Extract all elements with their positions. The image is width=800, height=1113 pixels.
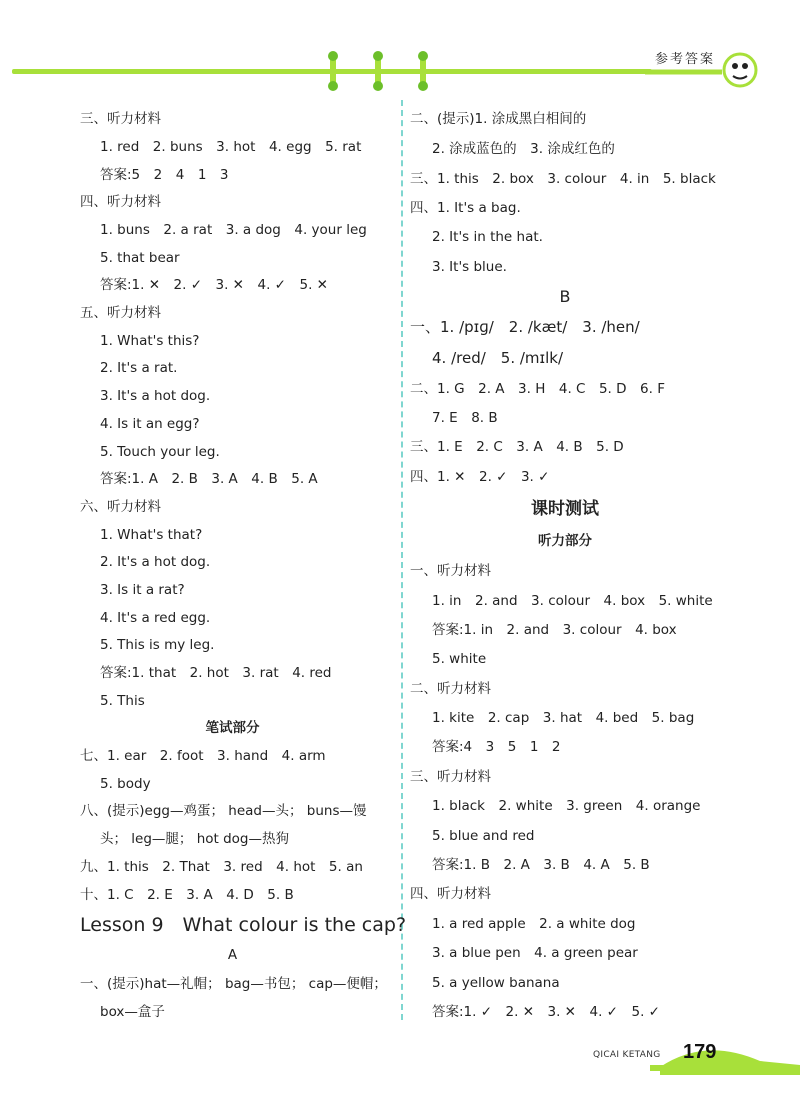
right-line: 5. blue and red [432,828,535,844]
left-line: 四、听力材料 [80,194,161,210]
left-line: 4. It's a red egg. [100,610,211,626]
page-number: 179 [683,1041,717,1063]
right-line: 四、1. It's a bag. [410,200,521,216]
left-line: 六、听力材料 [80,499,161,515]
right-line: 四、1. ✕ 2. ✓ 3. ✓ [410,469,550,485]
right-line: 1. kite 2. cap 3. hat 4. bed 5. bag [432,710,695,726]
right-line: 2. 涂成蓝色的 3. 涂成红色的 [432,141,615,157]
footer-decoration [0,1035,800,1113]
left-line: 5. body [100,776,151,792]
right-line: 4. /red/ 5. /mɪlk/ [432,349,564,367]
section-heading: A [227,947,238,963]
footer-brand: QICAI KETANG [593,1050,661,1060]
left-line: 答案:5 2 4 1 3 [100,167,229,183]
right-line: 7. E 8. B [432,410,498,426]
left-line: box—盒子 [100,1004,165,1020]
right-line: 5. white [432,651,487,667]
right-line: 1. a red apple 2. a white dog [432,916,636,932]
left-line: 答案:1. that 2. hot 3. rat 4. red [100,665,332,681]
left-line: 十、1. C 2. E 3. A 4. D 5. B [80,887,294,903]
right-line: 二、1. G 2. A 3. H 4. C 5. D 6. F [410,381,665,397]
left-line: 1. What's that? [100,527,203,543]
right-line: 三、听力材料 [410,769,491,785]
right-line: 四、听力材料 [410,886,491,902]
left-line: 七、1. ear 2. foot 3. hand 4. arm [80,748,326,764]
left-line: 5. This is my leg. [100,637,215,653]
right-line: 3. a blue pen 4. a green pear [432,945,638,961]
left-line: 九、1. this 2. That 3. red 4. hot 5. an [80,859,363,875]
left-line: 三、听力材料 [80,111,161,127]
right-line: 答案:1. B 2. A 3. B 4. A 5. B [432,857,650,873]
right-line: 答案:1. in 2. and 3. colour 4. box [432,622,677,638]
right-line: 答案:4 3 5 1 2 [432,739,561,755]
section-heading: 笔试部分 [205,720,260,736]
left-line: 1. buns 2. a rat 3. a dog 4. your leg [100,222,367,238]
lesson-title: Lesson 9 What colour is the cap? [80,914,407,936]
header-title: 参考答案 [655,52,716,67]
right-line: 一、1. /pɪɡ/ 2. /kæt/ 3. /hen/ [410,318,640,336]
section-title: 课时测试 [531,499,599,519]
left-line: 一、(提示)hat—礼帽； bag—书包； cap—便帽； [80,976,387,992]
right-line: 2. It's in the hat. [432,229,543,245]
right-line: 1. black 2. white 3. green 4. orange [432,798,701,814]
left-line: 五、听力材料 [80,305,161,321]
left-line: 答案:1. ✕ 2. ✓ 3. ✕ 4. ✓ 5. ✕ [100,277,328,293]
right-line: 二、(提示)1. 涂成黑白相间的 [410,111,587,127]
left-line: 3. It's a hot dog. [100,388,211,404]
left-line: 1. What's this? [100,333,200,349]
right-line: 3. It's blue. [432,259,507,275]
left-line: 1. red 2. buns 3. hot 4. egg 5. rat [100,139,362,155]
section-heading: B [559,287,571,306]
column-divider [401,100,403,1020]
left-line: 2. It's a rat. [100,360,178,376]
left-line: 5. This [100,693,145,709]
right-line: 答案:1. ✓ 2. ✕ 3. ✕ 4. ✓ 5. ✓ [432,1004,660,1020]
left-line: 3. Is it a rat? [100,582,185,598]
right-line: 一、听力材料 [410,563,491,579]
left-line: 4. Is it an egg? [100,416,200,432]
left-line: 头； leg—腿； hot dog—热狗 [100,831,290,847]
section-heading: 听力部分 [538,533,592,549]
right-line: 三、1. this 2. box 3. colour 4. in 5. black [410,171,716,187]
right-line: 二、听力材料 [410,681,491,697]
left-line: 5. Touch your leg. [100,444,220,460]
left-line: 5. that bear [100,250,180,266]
right-line: 三、1. E 2. C 3. A 4. B 5. D [410,439,624,455]
left-line: 答案:1. A 2. B 3. A 4. B 5. A [100,471,318,487]
left-line: 2. It's a hot dog. [100,554,211,570]
right-line: 5. a yellow banana [432,975,560,991]
left-line: 八、(提示)egg—鸡蛋； head—头； buns—馒 [80,803,367,819]
right-line: 1. in 2. and 3. colour 4. box 5. white [432,593,713,609]
